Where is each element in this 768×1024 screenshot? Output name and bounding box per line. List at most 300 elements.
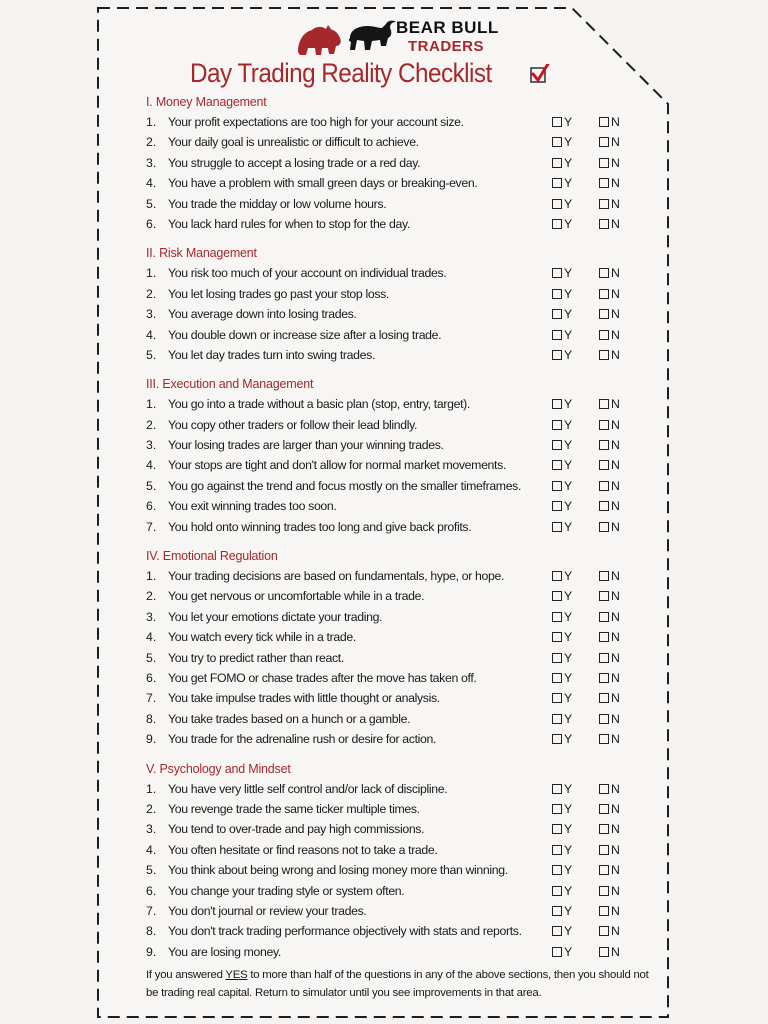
checklist-item — [146, 517, 666, 537]
checkbox-icon — [552, 350, 562, 360]
item-text: You struggle to accept a losing trade or a red day. — [168, 155, 421, 170]
no-checkbox[interactable] — [599, 627, 620, 647]
item-text: Your trading decisions are based on fundamentals, hype, or hope. — [168, 569, 505, 584]
yes-label: Y — [564, 478, 573, 493]
yes-checkbox[interactable] — [552, 799, 572, 819]
yes-label: Y — [564, 609, 573, 624]
checklist-item — [146, 648, 666, 668]
checkbox-icon — [599, 804, 609, 814]
yes-checkbox[interactable] — [552, 345, 572, 365]
item-text: You exit winning trades too soon. — [168, 499, 337, 514]
checklist-item — [146, 194, 666, 214]
yes-checkbox[interactable] — [552, 688, 572, 708]
checkbox-icon — [599, 714, 609, 724]
item-number: 3. — [146, 307, 157, 322]
checkbox-checked-icon — [530, 64, 550, 84]
yes-label: Y — [564, 732, 573, 747]
checklist-item — [146, 860, 666, 880]
no-checkbox[interactable] — [599, 517, 620, 537]
section-heading: II. Risk Management — [146, 246, 257, 261]
no-checkbox[interactable] — [599, 496, 620, 516]
yes-checkbox[interactable] — [552, 709, 572, 729]
checklist-item — [146, 607, 666, 627]
item-number: 6. — [146, 883, 157, 898]
no-checkbox[interactable] — [599, 325, 620, 345]
checkbox-icon — [599, 571, 609, 581]
checklist-item — [146, 942, 666, 962]
checkbox-icon — [599, 399, 609, 409]
checkbox-icon — [552, 734, 562, 744]
checklist-section — [146, 374, 666, 537]
checklist-item — [146, 709, 666, 729]
item-text: You get nervous or uncomfortable while in a trade. — [168, 589, 425, 604]
no-checkbox[interactable] — [599, 112, 620, 132]
item-number: 3. — [146, 438, 157, 453]
no-checkbox[interactable] — [599, 586, 620, 606]
item-number: 4. — [146, 458, 157, 473]
no-checkbox[interactable] — [599, 304, 620, 324]
checklist-item — [146, 214, 666, 234]
item-number: 3. — [146, 822, 157, 837]
no-label: N — [611, 196, 620, 211]
checkbox-icon — [599, 824, 609, 834]
yes-label: Y — [564, 417, 573, 432]
checkbox-icon — [599, 734, 609, 744]
yes-checkbox[interactable] — [552, 517, 572, 537]
yes-checkbox[interactable] — [552, 566, 572, 586]
yes-label: Y — [564, 691, 573, 706]
yes-label: Y — [564, 883, 573, 898]
checkbox-icon — [599, 420, 609, 430]
checkbox-icon — [552, 481, 562, 491]
yes-checkbox[interactable] — [552, 325, 572, 345]
yes-checkbox[interactable] — [552, 607, 572, 627]
checkbox-icon — [599, 178, 609, 188]
item-text: You risk too much of your account on individual trades. — [168, 266, 447, 281]
yes-checkbox[interactable] — [552, 476, 572, 496]
no-label: N — [611, 327, 620, 342]
yes-checkbox[interactable] — [552, 901, 572, 921]
checklist-item — [146, 173, 666, 193]
yes-label: Y — [564, 924, 573, 939]
checkbox-icon — [599, 784, 609, 794]
no-checkbox[interactable] — [599, 435, 620, 455]
checkbox-icon — [552, 309, 562, 319]
item-text: You tend to over-trade and pay high commissions. — [168, 822, 425, 837]
checkbox-icon — [552, 784, 562, 794]
yes-checkbox[interactable] — [552, 263, 572, 283]
item-number: 5. — [146, 863, 157, 878]
no-checkbox[interactable] — [599, 284, 620, 304]
header — [0, 12, 768, 92]
checklist-section — [146, 92, 666, 234]
no-checkbox[interactable] — [599, 860, 620, 880]
no-label: N — [611, 903, 620, 918]
no-checkbox[interactable] — [599, 688, 620, 708]
no-label: N — [611, 115, 620, 129]
item-text: Your losing trades are larger than your winning trades. — [168, 438, 444, 453]
no-checkbox[interactable] — [599, 709, 620, 729]
checkbox-icon — [552, 420, 562, 430]
item-text: You let day trades turn into swing trades. — [168, 347, 376, 362]
item-text: You have very little self control and/or lack of discipline. — [168, 781, 448, 796]
no-label: N — [611, 155, 620, 170]
yes-label: Y — [564, 499, 573, 514]
no-checkbox[interactable] — [599, 476, 620, 496]
yes-checkbox[interactable] — [552, 668, 572, 688]
yes-checkbox[interactable] — [552, 194, 572, 214]
checklist — [146, 92, 666, 971]
yes-label: Y — [564, 347, 573, 362]
footer-note: If you answered YES to more than half of the questions in any of the above sections, then you should not be trading real capital. Return to simulator until you see improvements in that area. — [146, 969, 649, 999]
no-checkbox[interactable] — [599, 455, 620, 475]
item-text: You let losing trades go past your stop loss. — [168, 286, 389, 301]
checkbox-icon — [552, 399, 562, 409]
checkbox-icon — [599, 926, 609, 936]
item-number: 2. — [146, 589, 157, 604]
bear-icon — [296, 24, 344, 58]
item-text: You have a problem with small green days or breaking-even. — [168, 176, 478, 191]
footer-emphasis: YES — [225, 969, 248, 981]
checklist-item — [146, 729, 666, 749]
item-number: 5. — [146, 650, 157, 665]
no-checkbox[interactable] — [599, 901, 620, 921]
no-label: N — [611, 438, 620, 453]
checkbox-icon — [599, 947, 609, 957]
item-number: 9. — [146, 732, 157, 747]
item-text: Your daily goal is unrealistic or difficult to achieve. — [168, 135, 419, 150]
no-label: N — [611, 519, 620, 534]
yes-label: Y — [564, 307, 573, 322]
checkbox-icon — [552, 268, 562, 278]
checkbox-icon — [552, 824, 562, 834]
item-text: You trade for the adrenaline rush or desire for action. — [168, 732, 437, 747]
checkbox-icon — [599, 653, 609, 663]
yes-checkbox[interactable] — [552, 729, 572, 749]
checkbox-icon — [599, 460, 609, 470]
checkbox-icon — [552, 612, 562, 622]
yes-label: Y — [564, 801, 573, 816]
no-checkbox[interactable] — [599, 345, 620, 365]
yes-checkbox[interactable] — [552, 132, 572, 152]
yes-label: Y — [564, 711, 573, 726]
checkbox-icon — [552, 199, 562, 209]
no-checkbox[interactable] — [599, 729, 620, 749]
no-label: N — [611, 458, 620, 473]
checkbox-icon — [552, 926, 562, 936]
no-label: N — [611, 670, 620, 685]
no-checkbox[interactable] — [599, 194, 620, 214]
checklist-item — [146, 566, 666, 586]
item-text: Your profit expectations are too high for your account size. — [168, 115, 464, 129]
checklist-item — [146, 921, 666, 941]
no-checkbox[interactable] — [599, 648, 620, 668]
yes-checkbox[interactable] — [552, 173, 572, 193]
item-text: You copy other traders or follow their lead blindly. — [168, 417, 418, 432]
checklist-section — [146, 243, 666, 365]
checkbox-icon — [552, 501, 562, 511]
no-label: N — [611, 286, 620, 301]
checklist-item — [146, 901, 666, 921]
checkbox-icon — [552, 693, 562, 703]
checkbox-icon — [552, 714, 562, 724]
yes-checkbox[interactable] — [552, 435, 572, 455]
item-text: You go against the trend and focus mostly on the smaller timeframes. — [168, 478, 522, 493]
checklist-item — [146, 496, 666, 516]
no-checkbox[interactable] — [599, 668, 620, 688]
item-number: 1. — [146, 781, 157, 796]
no-label: N — [611, 801, 620, 816]
item-number: 1. — [146, 397, 157, 412]
checkbox-icon — [599, 158, 609, 168]
checkbox-icon — [552, 906, 562, 916]
no-label: N — [611, 266, 620, 281]
item-text: You try to predict rather than react. — [168, 650, 344, 665]
checkbox-icon — [599, 693, 609, 703]
yes-checkbox[interactable] — [552, 840, 572, 860]
checklist-item — [146, 263, 666, 283]
yes-label: Y — [564, 569, 573, 584]
no-checkbox[interactable] — [599, 942, 620, 962]
no-checkbox[interactable] — [599, 840, 620, 860]
item-text: You don't track trading performance objectively with stats and reports. — [168, 924, 522, 939]
yes-checkbox[interactable] — [552, 304, 572, 324]
yes-label: Y — [564, 155, 573, 170]
yes-checkbox[interactable] — [552, 648, 572, 668]
item-number: 8. — [146, 711, 157, 726]
no-label: N — [611, 347, 620, 362]
yes-checkbox[interactable] — [552, 860, 572, 880]
checklist-item — [146, 325, 666, 345]
checkbox-icon — [552, 137, 562, 147]
no-label: N — [611, 842, 620, 857]
yes-label: Y — [564, 196, 573, 211]
no-checkbox[interactable] — [599, 173, 620, 193]
no-label: N — [611, 650, 620, 665]
no-label: N — [611, 589, 620, 604]
yes-checkbox[interactable] — [552, 819, 572, 839]
checklist-item — [146, 476, 666, 496]
item-number: 3. — [146, 609, 157, 624]
item-text: You revenge trade the same ticker multiple times. — [168, 801, 420, 816]
checkbox-icon — [552, 845, 562, 855]
no-checkbox[interactable] — [599, 153, 620, 173]
item-number: 6. — [146, 670, 157, 685]
checkbox-icon — [552, 219, 562, 229]
section-heading: IV. Emotional Regulation — [146, 549, 278, 564]
no-label: N — [611, 609, 620, 624]
yes-label: Y — [564, 944, 573, 959]
checkbox-icon — [552, 947, 562, 957]
item-number: 4. — [146, 842, 157, 857]
yes-checkbox[interactable] — [552, 455, 572, 475]
checkbox-icon — [599, 289, 609, 299]
no-label: N — [611, 822, 620, 837]
item-number: 3. — [146, 155, 157, 170]
yes-label: Y — [564, 397, 573, 412]
no-label: N — [611, 135, 620, 150]
item-number: 7. — [146, 903, 157, 918]
no-checkbox[interactable] — [599, 779, 620, 799]
no-label: N — [611, 883, 620, 898]
item-number: 2. — [146, 286, 157, 301]
checklist-item — [146, 627, 666, 647]
no-label: N — [611, 732, 620, 747]
checklist-item — [146, 779, 666, 799]
yes-checkbox[interactable] — [552, 881, 572, 901]
yes-checkbox[interactable] — [552, 586, 572, 606]
checkbox-icon — [552, 591, 562, 601]
item-number: 1. — [146, 115, 157, 129]
checkbox-icon — [599, 137, 609, 147]
checkbox-icon — [599, 440, 609, 450]
checklist-item — [146, 840, 666, 860]
checklist-item — [146, 688, 666, 708]
yes-label: Y — [564, 115, 573, 129]
checkbox-icon — [552, 440, 562, 450]
yes-label: Y — [564, 438, 573, 453]
no-label: N — [611, 569, 620, 584]
item-text: You double down or increase size after a losing trade. — [168, 327, 442, 342]
item-text: You let your emotions dictate your trading. — [168, 609, 383, 624]
no-checkbox[interactable] — [599, 566, 620, 586]
checkbox-icon — [599, 199, 609, 209]
checkbox-icon — [552, 158, 562, 168]
checklist-item — [146, 345, 666, 365]
item-number: 4. — [146, 176, 157, 191]
checklist-item — [146, 415, 666, 435]
yes-checkbox[interactable] — [552, 153, 572, 173]
no-label: N — [611, 863, 620, 878]
item-number: 4. — [146, 630, 157, 645]
checkbox-icon — [599, 845, 609, 855]
no-label: N — [611, 499, 620, 514]
no-checkbox[interactable] — [599, 819, 620, 839]
checkbox-icon — [599, 632, 609, 642]
item-text: You take trades based on a hunch or a gamble. — [168, 711, 411, 726]
yes-label: Y — [564, 670, 573, 685]
no-label: N — [611, 417, 620, 432]
checkbox-icon — [552, 522, 562, 532]
yes-checkbox[interactable] — [552, 415, 572, 435]
item-text: You average down into losing trades. — [168, 307, 357, 322]
checkbox-icon — [599, 906, 609, 916]
yes-label: Y — [564, 519, 573, 534]
yes-label: Y — [564, 863, 573, 878]
checklist-item — [146, 881, 666, 901]
yes-label: Y — [564, 327, 573, 342]
no-label: N — [611, 944, 620, 959]
yes-checkbox[interactable] — [552, 779, 572, 799]
yes-label: Y — [564, 630, 573, 645]
item-text: You take impulse trades with little thought or analysis. — [168, 691, 440, 706]
yes-label: Y — [564, 589, 573, 604]
checkbox-icon — [599, 673, 609, 683]
brand-wordmark: BEAR BULL — [396, 18, 499, 37]
no-label: N — [611, 924, 620, 939]
yes-label: Y — [564, 266, 573, 281]
yes-label: Y — [564, 903, 573, 918]
checkbox-icon — [599, 268, 609, 278]
checklist-section — [146, 546, 666, 750]
no-checkbox[interactable] — [599, 214, 620, 234]
checklist-item — [146, 153, 666, 173]
item-text: You trade the midday or low volume hours. — [168, 196, 387, 211]
no-checkbox[interactable] — [599, 394, 620, 414]
item-number: 7. — [146, 691, 157, 706]
checklist-item — [146, 799, 666, 819]
item-text: You lack hard rules for when to stop for the day. — [168, 216, 410, 231]
item-number: 2. — [146, 801, 157, 816]
checkbox-icon — [552, 632, 562, 642]
yes-checkbox[interactable] — [552, 394, 572, 414]
no-label: N — [611, 307, 620, 322]
checkbox-icon — [552, 653, 562, 663]
checkbox-icon — [599, 501, 609, 511]
item-text: You hold onto winning trades too long and give back profits. — [168, 519, 472, 534]
item-text: You are losing money. — [168, 944, 281, 959]
yes-checkbox[interactable] — [552, 112, 572, 132]
yes-checkbox[interactable] — [552, 627, 572, 647]
yes-checkbox[interactable] — [552, 284, 572, 304]
item-text: You watch every tick while in a trade. — [168, 630, 356, 645]
checkbox-icon — [599, 591, 609, 601]
checklist-item — [146, 284, 666, 304]
checkbox-icon — [599, 522, 609, 532]
no-checkbox[interactable] — [599, 921, 620, 941]
section-heading: V. Psychology and Mindset — [146, 761, 291, 776]
yes-label: Y — [564, 458, 573, 473]
checkbox-icon — [599, 481, 609, 491]
checkbox-icon — [552, 673, 562, 683]
no-checkbox[interactable] — [599, 415, 620, 435]
checkbox-icon — [599, 219, 609, 229]
page-title: Day Trading Reality Checklist — [190, 58, 492, 88]
item-text: You change your trading style or system often. — [168, 883, 405, 898]
no-checkbox[interactable] — [599, 881, 620, 901]
yes-label: Y — [564, 135, 573, 150]
item-number: 2. — [146, 135, 157, 150]
yes-checkbox[interactable] — [552, 496, 572, 516]
no-checkbox[interactable] — [599, 799, 620, 819]
checklist-section — [146, 759, 666, 963]
checkbox-icon — [599, 886, 609, 896]
item-text: You go into a trade without a basic plan (stop, entry, target). — [168, 397, 470, 412]
checklist-item — [146, 112, 666, 132]
checklist-item — [146, 668, 666, 688]
no-label: N — [611, 630, 620, 645]
yes-checkbox[interactable] — [552, 942, 572, 962]
no-checkbox[interactable] — [599, 263, 620, 283]
no-label: N — [611, 397, 620, 412]
checklist-item — [146, 394, 666, 414]
yes-checkbox[interactable] — [552, 214, 572, 234]
item-text: You think about being wrong and losing money more than winning. — [168, 863, 508, 878]
checkbox-icon — [552, 117, 562, 127]
item-number: 5. — [146, 196, 157, 211]
checkbox-icon — [552, 865, 562, 875]
checkbox-icon — [552, 571, 562, 581]
item-number: 9. — [146, 944, 157, 959]
yes-label: Y — [564, 176, 573, 191]
yes-checkbox[interactable] — [552, 921, 572, 941]
item-text: Your stops are tight and don't allow for normal market movements. — [168, 458, 506, 473]
no-checkbox[interactable] — [599, 607, 620, 627]
no-checkbox[interactable] — [599, 132, 620, 152]
no-label: N — [611, 711, 620, 726]
item-number: 1. — [146, 569, 157, 584]
no-label: N — [611, 478, 620, 493]
